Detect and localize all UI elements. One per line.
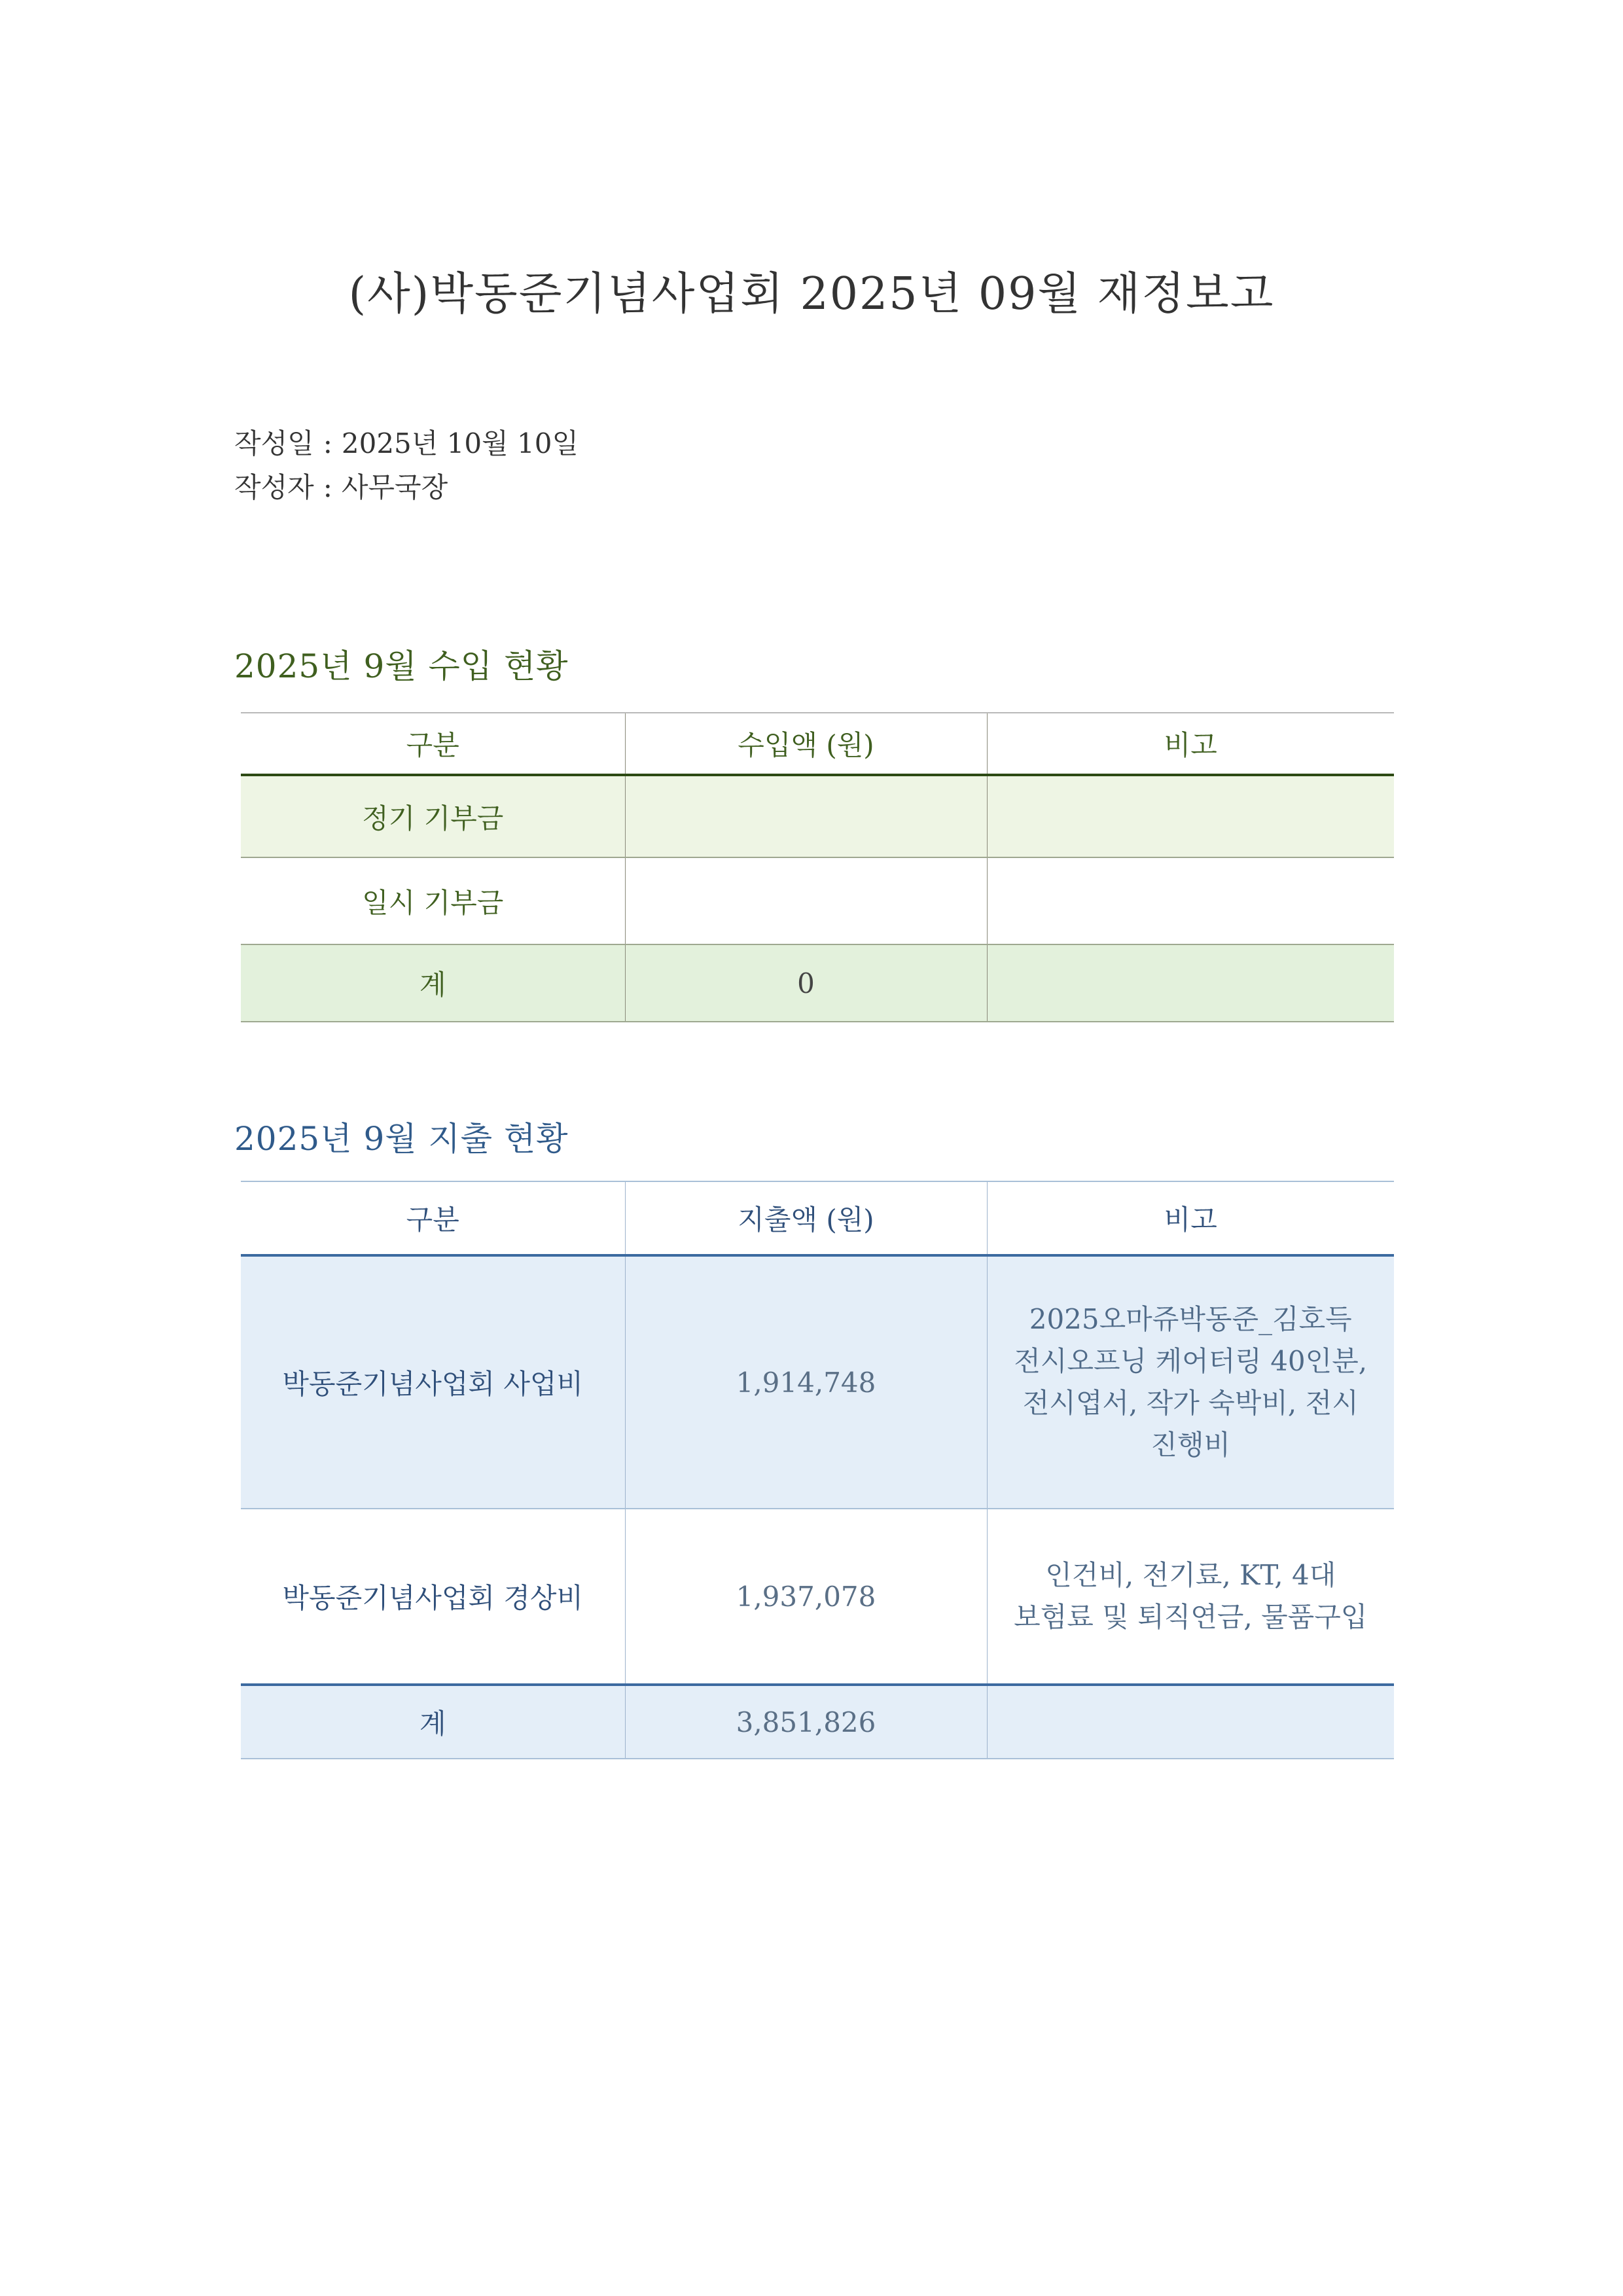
expense-amount: 1,937,078 [625,1509,987,1685]
income-total-row [241,944,1394,1022]
income-category: 일시 기부금 [241,857,625,944]
expense-total-label: 계 [241,1685,625,1759]
expense-amount: 1,914,748 [625,1255,987,1509]
author-separator: : [323,471,332,503]
income-category: 정기 기부금 [241,775,625,857]
table-row [241,857,1394,944]
income-total-amount: 0 [625,944,987,1022]
expense-total-row [241,1685,1394,1759]
expense-table [241,1181,1394,1759]
income-section-title: 2025년 9월 수입 현황 [234,647,569,685]
income-note [987,857,1394,944]
expense-note-line: 전시엽서, 작가 숙박비, 전시 [1022,1387,1359,1419]
report-author [234,466,448,505]
income-header-category: 구분 [241,713,625,775]
report-date [234,422,579,461]
income-header-note: 비고 [987,713,1394,775]
expense-total-note [987,1685,1394,1759]
expense-note-line: 보험료 및 퇴직연금, 물품구입 [1014,1601,1368,1633]
income-header-row [241,713,1394,775]
expense-total-amount: 3,851,826 [625,1685,987,1759]
expense-header-note: 비고 [987,1181,1394,1255]
income-amount [625,857,987,944]
income-table [241,712,1394,1022]
date-separator: : [323,427,332,459]
date-label: 작성일 [234,427,314,459]
expense-category: 박동준기념사업회 경상비 [241,1509,625,1685]
expense-note [987,1255,1394,1509]
income-amount [625,775,987,857]
table-row [241,775,1394,857]
expense-header-row [241,1181,1394,1255]
expense-note-line: 인건비, 전기료, KT, 4대 [1045,1559,1336,1591]
income-header-amount: 수입액 (원) [625,713,987,775]
expense-note-line: 진행비 [1150,1429,1231,1461]
expense-header-amount: 지출액 (원) [625,1181,987,1255]
expense-category: 박동준기념사업회 사업비 [241,1255,625,1509]
expense-note [987,1509,1394,1685]
expense-note-line: 2025오마쥬박동준_김호득 [1029,1303,1352,1335]
income-total-note [987,944,1394,1022]
date-value: 2025년 10월 10일 [341,427,579,459]
income-note [987,775,1394,857]
income-total-label: 계 [241,944,625,1022]
table-row [241,1255,1394,1509]
author-label: 작성자 [234,471,314,503]
table-row [241,1509,1394,1685]
page-title: (사)박동준기념사업회 2025년 09월 재정보고 [348,268,1275,320]
expense-header-category: 구분 [241,1181,625,1255]
expense-section-title: 2025년 9월 지출 현황 [234,1120,569,1158]
expense-note-line: 전시오프닝 케어터링 40인분, [1014,1345,1368,1377]
author-value: 사무국장 [341,471,448,503]
